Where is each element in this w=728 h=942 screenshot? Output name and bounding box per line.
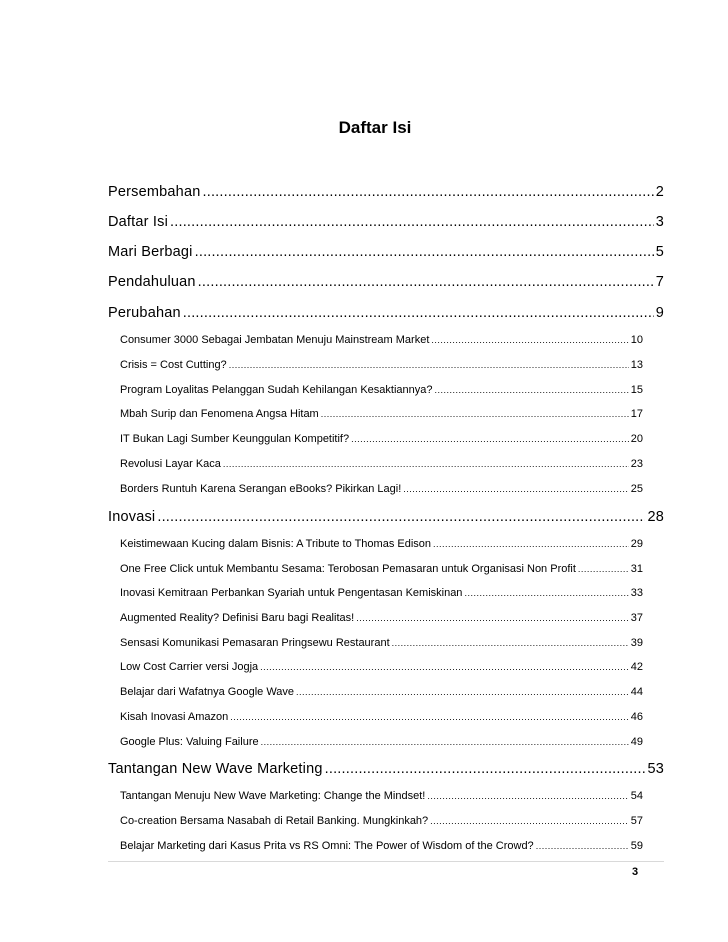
toc-section[interactable] bbox=[120, 538, 643, 550]
toc-dot-leader bbox=[223, 459, 629, 469]
toc-entry-title: Google Plus: Valuing Failure bbox=[120, 736, 259, 748]
toc-page-number: 31 bbox=[630, 563, 643, 575]
toc-dot-leader bbox=[427, 791, 628, 801]
toc-entry-title: Crisis = Cost Cutting? bbox=[120, 359, 227, 371]
toc-section[interactable] bbox=[120, 587, 643, 599]
toc-entry-title: Tantangan Menuju New Wave Marketing: Change the Mindset! bbox=[120, 790, 426, 802]
toc-dot-leader bbox=[356, 613, 629, 623]
toc-entry-title: Consumer 3000 Sebagai Jembatan Menuju Mainstream Market bbox=[120, 334, 430, 346]
toc-section[interactable] bbox=[120, 483, 643, 495]
toc-chapter[interactable] bbox=[108, 761, 664, 777]
toc-section[interactable] bbox=[120, 686, 643, 698]
toc-entry-title: Mari Berbagi bbox=[108, 244, 193, 260]
toc-page-number: 13 bbox=[630, 359, 643, 371]
toc-section[interactable] bbox=[120, 359, 643, 371]
toc-page-number: 46 bbox=[630, 711, 643, 723]
toc-section[interactable] bbox=[120, 334, 643, 346]
toc-chapter[interactable] bbox=[108, 244, 664, 260]
toc-chapter[interactable] bbox=[108, 509, 664, 525]
toc-page-number: 7 bbox=[655, 274, 664, 290]
toc-page-number: 10 bbox=[630, 334, 643, 346]
toc-page-number: 53 bbox=[647, 761, 664, 777]
toc-dot-leader bbox=[536, 841, 629, 851]
toc-section[interactable] bbox=[120, 840, 643, 852]
toc-entry-title: Sensasi Komunikasi Pemasaran Pringsewu Restaurant bbox=[120, 637, 390, 649]
toc-section[interactable] bbox=[120, 408, 643, 420]
toc-page-number: 44 bbox=[630, 686, 643, 698]
toc-dot-leader bbox=[464, 588, 628, 598]
toc-dot-leader bbox=[431, 335, 628, 345]
toc-entry-title: Program Loyalitas Pelanggan Sudah Kehilangan Kesaktiannya? bbox=[120, 384, 433, 396]
toc-dot-leader bbox=[195, 244, 654, 260]
toc-section[interactable] bbox=[120, 433, 643, 445]
toc-dot-leader bbox=[403, 484, 628, 494]
toc-page-number: 9 bbox=[655, 305, 664, 321]
toc-entry-title: Inovasi Kemitraan Perbankan Syariah untuk Pengentasan Kemiskinan bbox=[120, 587, 463, 599]
toc-section[interactable] bbox=[120, 612, 643, 624]
toc-section[interactable] bbox=[120, 384, 643, 396]
toc-section[interactable] bbox=[120, 815, 643, 827]
toc-dot-leader bbox=[433, 539, 629, 549]
toc-dot-leader bbox=[296, 687, 629, 697]
toc-entry-title: Inovasi bbox=[108, 509, 156, 525]
footer-page-number: 3 bbox=[632, 866, 639, 878]
toc-page-number: 2 bbox=[655, 184, 664, 200]
toc-section[interactable] bbox=[120, 637, 643, 649]
toc-chapter[interactable] bbox=[108, 184, 664, 200]
toc-chapter[interactable] bbox=[108, 274, 664, 290]
toc-page-number: 49 bbox=[630, 736, 643, 748]
toc-page-number: 42 bbox=[630, 661, 643, 673]
toc-page-number: 29 bbox=[630, 538, 643, 550]
toc-dot-leader bbox=[230, 712, 629, 722]
toc-entry-title: Low Cost Carrier versi Jogja bbox=[120, 661, 259, 673]
toc-page-number: 54 bbox=[630, 790, 643, 802]
toc-section[interactable] bbox=[120, 790, 643, 802]
toc-dot-leader bbox=[157, 509, 645, 525]
toc-dot-leader bbox=[325, 761, 646, 777]
toc-entry-title: IT Bukan Lagi Sumber Keunggulan Kompetitif? bbox=[120, 433, 350, 445]
footer-divider bbox=[108, 861, 664, 862]
toc-entry-title: Daftar Isi bbox=[108, 214, 169, 230]
toc-dot-leader bbox=[261, 737, 629, 747]
toc-entry-title: Borders Runtuh Karena Serangan eBooks? Pikirkan Lagi! bbox=[120, 483, 402, 495]
toc-entry-title: Augmented Reality? Definisi Baru bagi Realitas! bbox=[120, 612, 355, 624]
toc-entry-title: Kisah Inovasi Amazon bbox=[120, 711, 229, 723]
toc-entry-title: Tantangan New Wave Marketing bbox=[108, 761, 323, 777]
toc-entry-title: Perubahan bbox=[108, 305, 181, 321]
toc-page-number: 28 bbox=[647, 509, 664, 525]
toc-page-number: 3 bbox=[655, 214, 664, 230]
toc-page-number: 57 bbox=[630, 815, 643, 827]
toc-dot-leader bbox=[392, 638, 629, 648]
toc-page-number: 23 bbox=[630, 458, 643, 470]
toc-page-number: 37 bbox=[630, 612, 643, 624]
toc-page-number: 17 bbox=[630, 408, 643, 420]
toc-section[interactable] bbox=[120, 711, 643, 723]
toc-dot-leader bbox=[229, 360, 629, 370]
toc-dot-leader bbox=[321, 409, 629, 419]
page-title: Daftar Isi bbox=[338, 118, 412, 137]
toc-page-number: 25 bbox=[630, 483, 643, 495]
toc-section[interactable] bbox=[120, 563, 643, 575]
toc-dot-leader bbox=[430, 816, 629, 826]
toc-section[interactable] bbox=[120, 736, 643, 748]
toc-dot-leader bbox=[183, 305, 654, 321]
toc-page-number: 20 bbox=[630, 433, 643, 445]
toc-entry-title: One Free Click untuk Membantu Sesama: Terobosan Pemasaran untuk Organisasi Non Profit bbox=[120, 563, 576, 575]
toc-entry-title: Co-creation Bersama Nasabah di Retail Banking. Mungkinkah? bbox=[120, 815, 429, 827]
toc-dot-leader bbox=[198, 274, 654, 290]
toc-chapter[interactable] bbox=[108, 214, 664, 230]
toc-entry-title: Belajar dari Wafatnya Google Wave bbox=[120, 686, 295, 698]
toc-dot-leader bbox=[435, 385, 629, 395]
toc-page-number: 59 bbox=[630, 840, 643, 852]
toc-entry-title: Mbah Surip dan Fenomena Angsa Hitam bbox=[120, 408, 319, 420]
toc-dot-leader bbox=[170, 214, 654, 230]
toc-dot-leader bbox=[260, 662, 629, 672]
toc-page-number: 39 bbox=[630, 637, 643, 649]
toc-dot-leader bbox=[351, 434, 629, 444]
toc-page-number: 15 bbox=[630, 384, 643, 396]
toc-entry-title: Persembahan bbox=[108, 184, 201, 200]
toc-entry-title: Belajar Marketing dari Kasus Prita vs RS Omni: The Power of Wisdom of the Crowd? bbox=[120, 840, 534, 852]
toc-dot-leader bbox=[202, 184, 653, 200]
toc-page-number: 5 bbox=[655, 244, 664, 260]
toc-entry-title: Pendahuluan bbox=[108, 274, 196, 290]
toc-entry-title: Keistimewaan Kucing dalam Bisnis: A Tribute to Thomas Edison bbox=[120, 538, 432, 550]
toc-dot-leader bbox=[578, 564, 629, 574]
toc-section[interactable] bbox=[120, 661, 643, 673]
toc-section[interactable] bbox=[120, 458, 643, 470]
toc-page-number: 33 bbox=[630, 587, 643, 599]
toc-chapter[interactable] bbox=[108, 305, 664, 321]
toc-entry-title: Revolusi Layar Kaca bbox=[120, 458, 221, 470]
